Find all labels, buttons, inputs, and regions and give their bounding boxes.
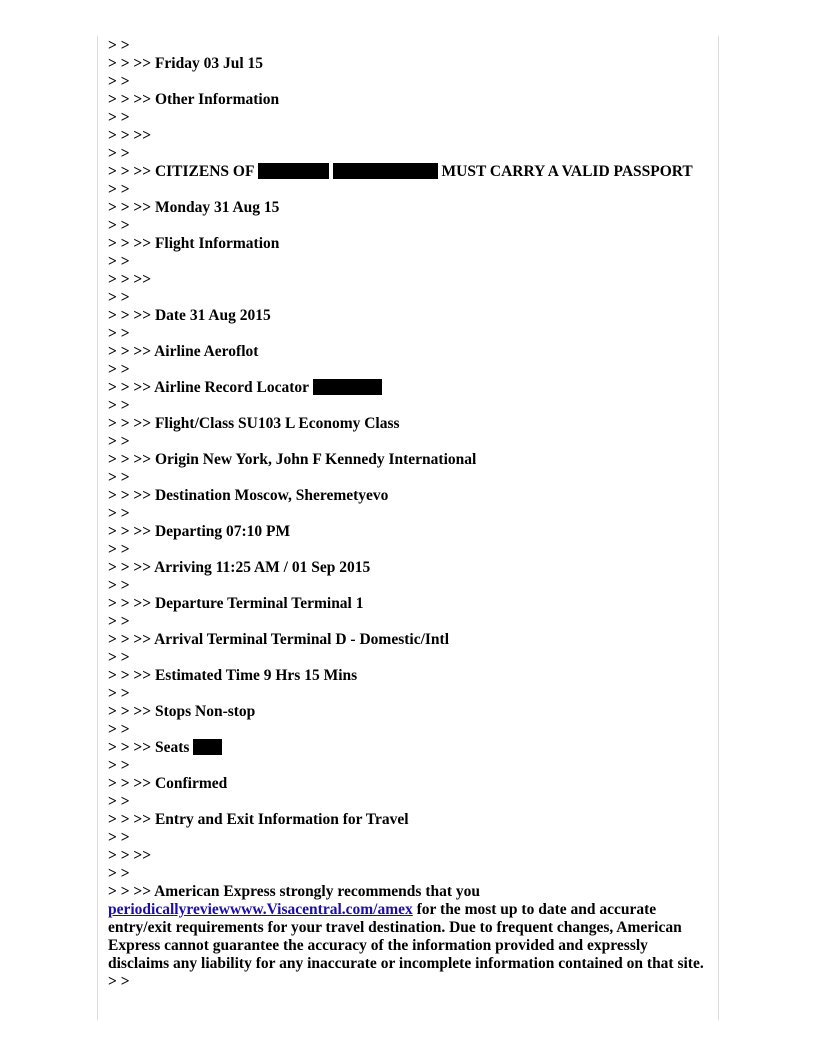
quote-line: > > [108,217,130,234]
quote-line: > > [108,505,130,522]
departing: > > >> Departing 07:10 PM [108,523,291,540]
record-locator [108,379,712,397]
redaction-box [333,163,438,179]
quote-line: > > [108,577,130,594]
quote-line: > > [108,361,130,378]
section-heading: > > >> Other Information [108,91,280,108]
quote-line: > > >> [108,271,152,288]
quote-line: > > [108,73,130,90]
date-line: > > >> Monday 31 Aug 15 [108,199,280,216]
arriving: > > >> Arriving 11:25 AM / 01 Sep 2015 [108,559,371,576]
quote-line: > > [108,865,130,882]
passport-notice-end: MUST CARRY A VALID PASSPORT [441,163,693,180]
quote-line: > > [108,397,130,414]
quote-line: > > [108,793,130,810]
quote-line: > > [108,37,130,54]
quote-line: > > [108,541,130,558]
advisory-paragraph [108,901,712,973]
redaction-box [313,379,382,395]
quote-line: > > [108,253,130,270]
stops: > > >> Stops Non-stop [108,703,256,720]
section-heading: > > >> Flight Information [108,235,280,252]
confirmed-status: > > >> Confirmed [108,775,228,792]
quote-line: > > [108,757,130,774]
advisory-text: for the most up to date and accurate entry/exit requirements for your travel destination. Due to frequent changes, American Express cannot guarantee the accuracy of the information provided and expressly disclaims any liability for any inaccurate or incomplete information contained on that site. [108,901,704,972]
quote-line: > > [108,685,130,702]
redaction-box [258,163,329,179]
flight-date: > > >> Date 31 Aug 2015 [108,307,271,324]
destination: > > >> Destination Moscow, Sheremetyevo [108,487,389,504]
quote-line: > > [108,829,130,846]
seats [108,739,712,757]
quote-line: > > >> [108,127,152,144]
quote-line: > > [108,649,130,666]
email-body [108,37,712,991]
passport-notice-start: > > >> CITIZENS OF [108,163,254,180]
quote-line: > > [108,721,130,738]
quote-line: > > [108,181,130,198]
airline: > > >> Airline Aeroflot [108,343,259,360]
arrival-terminal: > > >> Arrival Terminal Terminal D - Domestic/Intl [108,631,450,648]
quote-line: > > [108,109,130,126]
quote-line: > > [108,613,130,630]
date-line: > > >> Friday 03 Jul 15 [108,55,264,72]
quote-line: > > [108,973,130,990]
quote-line: > > [108,325,130,342]
origin: > > >> Origin New York, John F Kennedy International [108,451,477,468]
seats-label: > > >> Seats [108,739,190,756]
departure-terminal: > > >> Departure Terminal Terminal 1 [108,595,364,612]
record-locator-label: > > >> Airline Record Locator [108,379,309,396]
quote-line: > > [108,289,130,306]
flight-class: > > >> Flight/Class SU103 L Economy Class [108,415,400,432]
quote-line: > > [108,433,130,450]
passport-notice [108,163,712,181]
estimated-time: > > >> Estimated Time 9 Hrs 15 Mins [108,667,358,684]
advisory-intro: > > >> American Express strongly recommends that you [108,883,481,900]
quote-line: > > [108,469,130,486]
quote-line: > > [108,145,130,162]
visacentral-link[interactable]: periodicallyreviewwww.Visacentral.com/amex [108,901,413,918]
section-heading: > > >> Entry and Exit Information for Travel [108,811,409,828]
quote-line: > > >> [108,847,152,864]
redaction-box [193,739,222,755]
